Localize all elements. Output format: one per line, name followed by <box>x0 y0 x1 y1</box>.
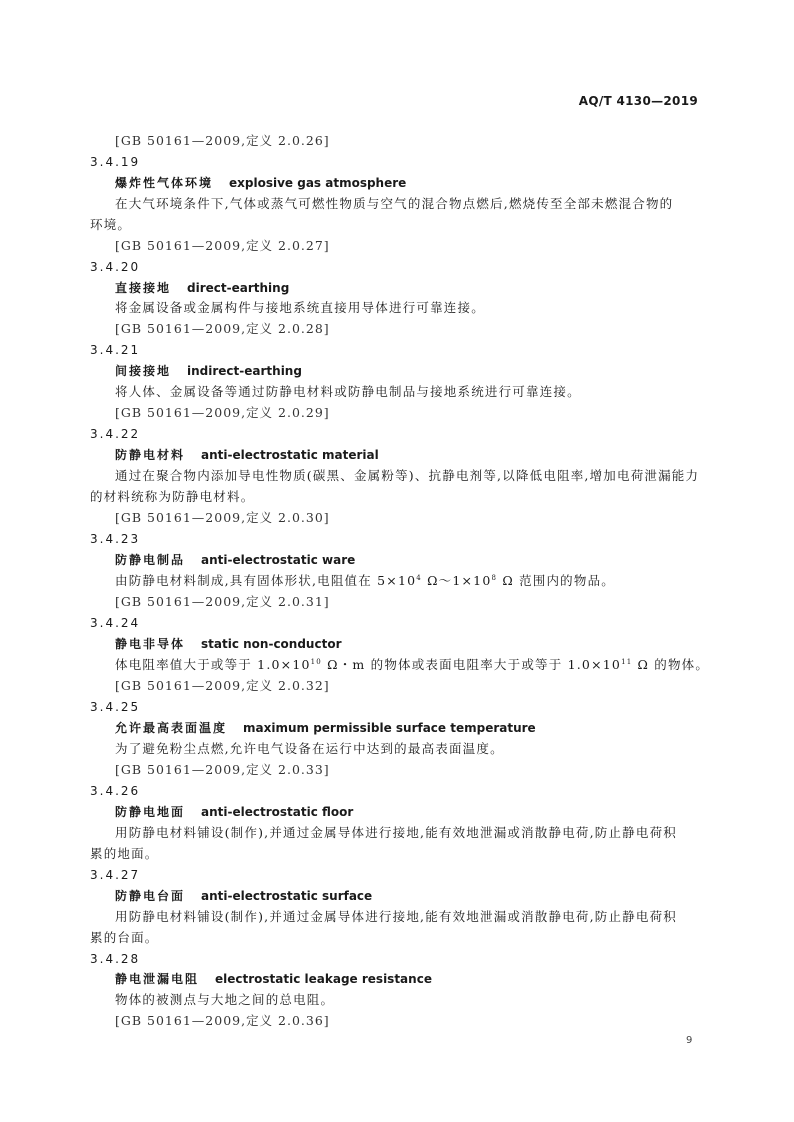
term-number: 3.4.21 <box>90 343 141 357</box>
term-definition-continued: 累的台面。 <box>90 930 159 945</box>
definition-text: 体电阻率值大于或等于 1.0×10 <box>115 657 311 672</box>
term-heading <box>115 888 372 904</box>
term-chinese: 直接接地 <box>115 281 172 295</box>
term-chinese: 防静电地面 <box>115 805 186 819</box>
reference-citation: [GB 50161—2009,定义 2.0.28] <box>115 321 330 336</box>
definition-text: Ω 的物体。 <box>632 657 710 672</box>
standard-code-header: AQ/T 4130—2019 <box>578 94 698 108</box>
exponent: 8 <box>491 574 498 582</box>
term-number: 3.4.22 <box>90 427 141 441</box>
exponent: 10 <box>310 658 322 666</box>
term-english: indirect-earthing <box>187 364 302 378</box>
term-heading <box>115 720 536 736</box>
term-definition <box>115 573 615 589</box>
definition-text: Ω・m 的物体或表面电阻率大于或等于 1.0×10 <box>321 657 622 672</box>
term-heading <box>115 552 355 568</box>
term-english: direct-earthing <box>187 281 290 295</box>
term-number: 3.4.20 <box>90 260 141 274</box>
term-definition: 在大气环境条件下,气体或蒸气可燃性物质与空气的混合物点燃后,燃烧传至全部未燃混合物的 <box>115 196 674 211</box>
term-number: 3.4.25 <box>90 700 141 714</box>
definition-text: Ω 范围内的物品。 <box>497 573 615 588</box>
term-heading <box>115 636 342 652</box>
term-definition: 用防静电材料铺设(制作),并通过金属导体进行接地,能有效地泄漏或消散静电荷,防止静电荷积 <box>115 909 677 924</box>
reference-citation: [GB 50161—2009,定义 2.0.26] <box>115 133 330 148</box>
term-english: anti-electrostatic ware <box>201 553 356 567</box>
term-english: maximum permissible surface temperature <box>243 721 536 735</box>
term-chinese: 防静电制品 <box>115 553 186 567</box>
term-chinese: 静电泄漏电阻 <box>115 972 200 986</box>
term-number: 3.4.26 <box>90 784 141 798</box>
term-definition-continued: 的材料统称为防静电材料。 <box>90 489 255 504</box>
term-chinese: 允许最高表面温度 <box>115 721 228 735</box>
term-chinese: 防静电台面 <box>115 889 186 903</box>
exponent: 11 <box>621 658 633 666</box>
term-english: static non-conductor <box>201 637 342 651</box>
definition-text: 由防静电材料制成,具有固体形状,电阻值在 5×10 <box>115 573 417 588</box>
term-chinese: 爆炸性气体环境 <box>115 176 214 190</box>
term-heading <box>115 804 353 820</box>
term-english: anti-electrostatic surface <box>201 889 373 903</box>
reference-citation: [GB 50161—2009,定义 2.0.29] <box>115 405 330 420</box>
reference-citation: [GB 50161—2009,定义 2.0.36] <box>115 1013 330 1028</box>
page-number: 9 <box>686 1035 693 1046</box>
term-english: explosive gas atmosphere <box>229 176 407 190</box>
term-chinese: 间接接地 <box>115 364 172 378</box>
term-definition: 通过在聚合物内添加导电性物质(碳黑、金属粉等)、抗静电剂等,以降低电阻率,增加电荷泄漏能力 <box>115 468 700 483</box>
term-number: 3.4.23 <box>90 532 141 546</box>
term-definition: 将人体、金属设备等通过防静电材料或防静电制品与接地系统进行可靠连接。 <box>115 384 581 399</box>
term-definition-continued: 累的地面。 <box>90 846 159 861</box>
term-english: anti-electrostatic floor <box>201 805 354 819</box>
reference-citation: [GB 50161—2009,定义 2.0.31] <box>115 594 330 609</box>
term-definition: 将金属设备或金属构件与接地系统直接用导体进行可靠连接。 <box>115 300 485 315</box>
term-heading <box>115 175 406 191</box>
term-definition-continued: 环境。 <box>90 217 132 232</box>
term-definition: 为了避免粉尘点燃,允许电气设备在运行中达到的最高表面温度。 <box>115 741 504 756</box>
term-number: 3.4.27 <box>90 868 141 882</box>
term-number: 3.4.28 <box>90 952 141 966</box>
term-definition <box>115 657 709 673</box>
term-definition: 物体的被测点与大地之间的总电阻。 <box>115 992 335 1007</box>
term-heading <box>115 971 432 987</box>
reference-citation: [GB 50161—2009,定义 2.0.27] <box>115 238 330 253</box>
term-heading <box>115 280 289 296</box>
term-chinese: 静电非导体 <box>115 637 186 651</box>
term-number: 3.4.19 <box>90 155 141 169</box>
reference-citation: [GB 50161—2009,定义 2.0.32] <box>115 678 330 693</box>
term-chinese: 防静电材料 <box>115 448 186 462</box>
term-number: 3.4.24 <box>90 616 141 630</box>
term-english: electrostatic leakage resistance <box>215 972 432 986</box>
reference-citation: [GB 50161—2009,定义 2.0.30] <box>115 510 330 525</box>
term-heading <box>115 363 302 379</box>
term-heading <box>115 447 379 463</box>
exponent: 4 <box>416 574 422 582</box>
term-definition: 用防静电材料铺设(制作),并通过金属导体进行接地,能有效地泄漏或消散静电荷,防止静电荷积 <box>115 825 677 840</box>
reference-citation: [GB 50161—2009,定义 2.0.33] <box>115 762 330 777</box>
term-english: anti-electrostatic material <box>201 448 379 462</box>
definition-text: Ω～1×10 <box>421 573 492 588</box>
